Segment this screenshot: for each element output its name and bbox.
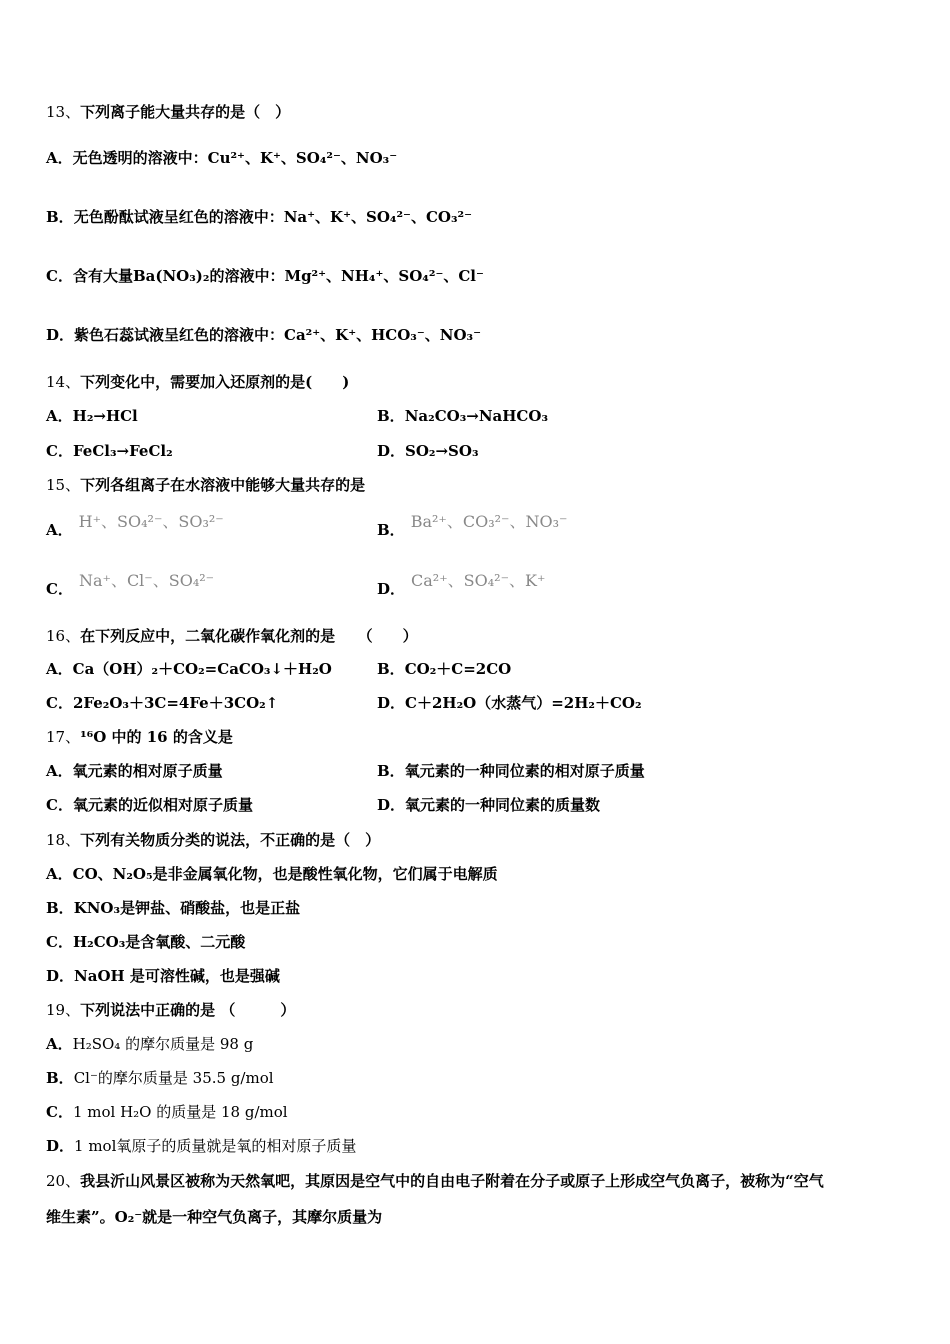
option-label: B． [46, 1069, 74, 1087]
option-label: C． [46, 1103, 73, 1121]
option-label: C． [46, 796, 73, 814]
option-c [46, 571, 215, 599]
option-text: 1 mol氧原子的质量就是氧的相对原子质量 [74, 1137, 357, 1155]
option-text: H⁺、SO₄²⁻、SO₃²⁻ [78, 512, 224, 531]
question-text: 在下列反应中，二氧化碳作氧化剂的是 （ ） [80, 627, 418, 645]
option-text: 氧元素的近似相对原子质量 [72, 796, 253, 814]
option-label: C． [46, 267, 73, 285]
option-c [46, 1102, 288, 1122]
option-text: 无色酚酞试液呈红色的溶液中：Na⁺、K⁺、SO₄²⁻、CO₃²⁻ [73, 208, 473, 226]
question-text: ¹⁶O 中的 16 的含义是 [80, 728, 233, 746]
option-a [46, 1034, 253, 1054]
option-label: D． [377, 694, 406, 712]
option-text: Na⁺、Cl⁻、SO₄²⁻ [78, 571, 215, 590]
option-b [377, 406, 548, 426]
option-text: NaOH 是可溶性碱，也是强碱 [74, 967, 280, 985]
option-c [46, 441, 173, 461]
option-text: Ca²⁺、SO₄²⁻、K⁺ [411, 571, 546, 590]
option-d [377, 693, 642, 713]
question-number: 20、 [46, 1172, 81, 1190]
option-b [377, 761, 645, 781]
option-d [377, 441, 479, 461]
question-stem [46, 475, 906, 495]
option-label: A． [46, 1035, 73, 1053]
question-text: 下列变化中，需要加入还原剂的是( ) [80, 373, 350, 391]
question-stem [46, 1000, 906, 1020]
question-number: 14、 [46, 373, 81, 391]
option-label: B． [377, 660, 405, 678]
option-text: 氧元素的一种同位素的相对原子质量 [404, 762, 645, 780]
question-stem [46, 830, 906, 850]
question-text: 我县沂山风景区被称为天然氧吧，其原因是空气中的自由电子附着在分子或原子上形成空气负离子，被称为“空气 [80, 1172, 824, 1190]
option-b [377, 512, 568, 540]
option-label: C． [46, 933, 73, 951]
option-text: SO₂→SO₃ [405, 442, 479, 460]
option-text: CO₂＋C=2CO [404, 660, 512, 678]
question-text: 下列说法中正确的是 （ ） [80, 1001, 296, 1019]
option-d [377, 571, 546, 599]
option-label: D． [377, 796, 406, 814]
option-a [46, 148, 397, 168]
option-text: 氧元素的一种同位素的质量数 [405, 796, 601, 814]
question-text: 下列离子能大量共存的是（ ） [80, 103, 291, 121]
option-b [46, 1068, 274, 1088]
option-label: A． [46, 762, 73, 780]
option-d [46, 966, 280, 986]
option-b [46, 207, 472, 227]
option-text: 无色透明的溶液中：Cu²⁺、K⁺、SO₄²⁻、NO₃⁻ [72, 149, 398, 167]
option-b [46, 898, 300, 918]
option-d [377, 795, 600, 815]
option-a [46, 512, 224, 540]
option-c [46, 266, 484, 286]
option-label: D． [377, 580, 406, 598]
option-label: C． [46, 694, 73, 712]
option-text: 2Fe₂O₃＋3C=4Fe＋3CO₂↑ [72, 694, 279, 712]
option-c [46, 693, 278, 713]
question-stem [46, 372, 906, 392]
option-label: C． [46, 580, 73, 598]
option-text: CO、N₂O₅是非金属氧化物，也是酸性氧化物，它们属于电解质 [72, 865, 498, 883]
option-label: B． [377, 407, 405, 425]
option-text: Na₂CO₃→NaHCO₃ [404, 407, 549, 425]
question-number: 17、 [46, 728, 81, 746]
option-b [377, 659, 511, 679]
option-a [46, 864, 498, 884]
option-text: KNO₃是钾盐、硝酸盐，也是正盐 [73, 899, 301, 917]
option-label: A． [46, 521, 73, 539]
option-text: Ba²⁺、CO₃²⁻、NO₃⁻ [410, 512, 568, 531]
question-text: 下列各组离子在水溶液中能够大量共存的是 [80, 476, 366, 494]
option-c [46, 932, 245, 952]
option-text: H₂→HCl [72, 407, 138, 425]
question-stem [46, 626, 906, 646]
option-d [46, 1136, 356, 1156]
option-a [46, 659, 332, 679]
option-label: D． [46, 967, 75, 985]
option-text: H₂CO₃是含氧酸、二元酸 [72, 933, 246, 951]
option-text: 氧元素的相对原子质量 [72, 762, 223, 780]
option-label: D． [377, 442, 406, 460]
option-label: B． [46, 899, 74, 917]
option-label: D． [46, 1137, 75, 1155]
question-number: 16、 [46, 627, 81, 645]
question-stem [46, 1171, 906, 1191]
option-label: A． [46, 407, 73, 425]
option-text: 紫色石蕊试液呈红色的溶液中：Ca²⁺、K⁺、HCO₃⁻、NO₃⁻ [74, 326, 482, 344]
question-stem [46, 727, 906, 747]
option-text: Ca（OH）₂＋CO₂=CaCO₃↓＋H₂O [72, 660, 332, 678]
question-number: 15、 [46, 476, 81, 494]
option-label: D． [46, 326, 75, 344]
option-a [46, 406, 138, 426]
option-text: C＋2H₂O（水蒸气）=2H₂＋CO₂ [405, 694, 642, 712]
option-text: 含有大量Ba(NO₃)₂的溶液中：Mg²⁺、NH₄⁺、SO₄²⁻、Cl⁻ [72, 267, 484, 285]
option-label: C． [46, 442, 73, 460]
question-text: 下列有关物质分类的说法，不正确的是（ ） [80, 831, 381, 849]
option-label: A． [46, 865, 73, 883]
question-number: 18、 [46, 831, 81, 849]
option-label: A． [46, 149, 73, 167]
option-label: B． [377, 521, 405, 539]
option-text: FeCl₃→FeCl₂ [72, 442, 173, 460]
question-number: 19、 [46, 1001, 81, 1019]
question-stem [46, 102, 906, 122]
option-text: Cl⁻的摩尔质量是 35.5 g/mol [73, 1069, 274, 1087]
option-text: 1 mol H₂O 的质量是 18 g/mol [72, 1103, 288, 1121]
question-number: 13、 [46, 103, 81, 121]
option-label: A． [46, 660, 73, 678]
option-label: B． [377, 762, 405, 780]
option-a [46, 761, 223, 781]
option-text: H₂SO₄ 的摩尔质量是 98 g [72, 1035, 254, 1053]
option-label: B． [46, 208, 74, 226]
option-c [46, 795, 253, 815]
option-d [46, 325, 481, 345]
question-stem-continued: 维生素”。O₂⁻就是一种空气负离子，其摩尔质量为 [46, 1208, 383, 1226]
